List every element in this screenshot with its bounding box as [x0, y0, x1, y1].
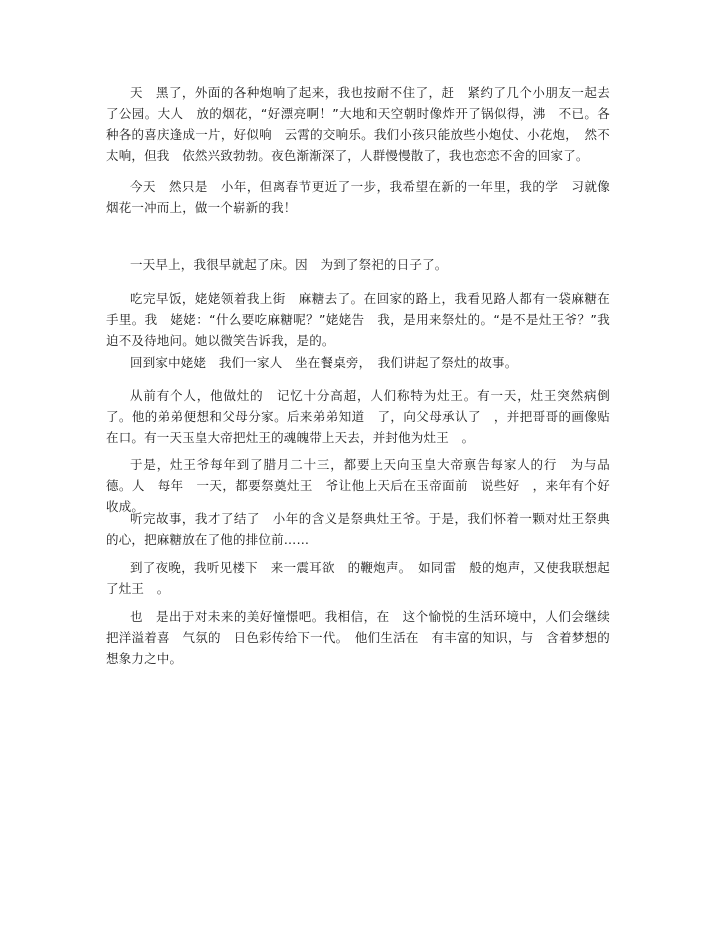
paragraph-7: 于是，灶王爷每年到了腊月二十三，都要上天向玉皇大帝禀告每家人的行 为与品德。人 每年 一天，都要祭奠灶王 爷让他上天后在玉帝面前 说些好 ，来年有个好收成。 — [106, 457, 610, 514]
paragraph-2: 今天 然只是 小年，但离春节更近了一步，我希望在新的一年里，我的学 习就像烟花一冲而上，做一个崭新的我！ — [106, 179, 610, 215]
paragraph-5: 回到家中姥姥 我们一家人 坐在餐桌旁， 我们讲起了祭灶的故事。 — [130, 355, 518, 370]
paragraph-9: 到了夜晚，我听见楼下 来一震耳欲 的鞭炮声。 如同雷 般的炮声，又使我联想起了灶王 。 — [106, 560, 610, 596]
paragraph-3: 一天早上，我很早就起了床。因 为到了祭祀的日子了。 — [130, 257, 448, 272]
paragraph-10: 也 是出于对未来的美好憧憬吧。我相信，在 这个愉悦的生活环境中，人们会继续把洋溢着喜 气氛的 日色彩传给下一代。 他们生活在 有丰富的知识，与 含着梦想的想象力之中。 — [106, 609, 610, 666]
paragraph-8: 听完故事，我才了结了 小年的含义是祭典灶王爷。于是，我们怀着一颗对灶王祭典的心，把麻糖放在了他的排位前…… — [106, 511, 610, 547]
paragraph-1: 天 黑了，外面的各种炮响了起来，我也按耐不住了，赶 紧约了几个小朋友一起去了公园。大人 放的烟花，“好漂亮啊！”大地和天空朝时像炸开了锅似得，沸 不已。各种各的喜庆逢成一片，好似响 云霄的交响乐。我们小孩只能放些小炮仗、小花炮， 然不太响，但我 依然兴致勃勃。夜色渐渐深了，人群慢慢散了，我也恋恋不舍的回家了。 — [106, 85, 610, 163]
paragraph-4: 吃完早饭，姥姥领着我上街 麻糖去了。在回家的路上，我看见路人都有一袋麻糖在手里。我 姥姥：“什么要吃麻糖呢？”姥姥告 我，是用来祭灶的。“是不是灶王爷？”我迫不及待地问。她以微笑告诉我，是的。 — [106, 291, 610, 348]
paragraph-6: 从前有个人，他做灶的 记忆十分高超，人们称特为灶王。有一天，灶王突然病倒了。他的弟弟便想和父母分家。后来弟弟知道 了，向父母承认了 ，并把哥哥的画像贴在口。有一天玉皇大帝把灶王的魂魄带上天去，并封他为灶王 。 — [106, 388, 610, 445]
